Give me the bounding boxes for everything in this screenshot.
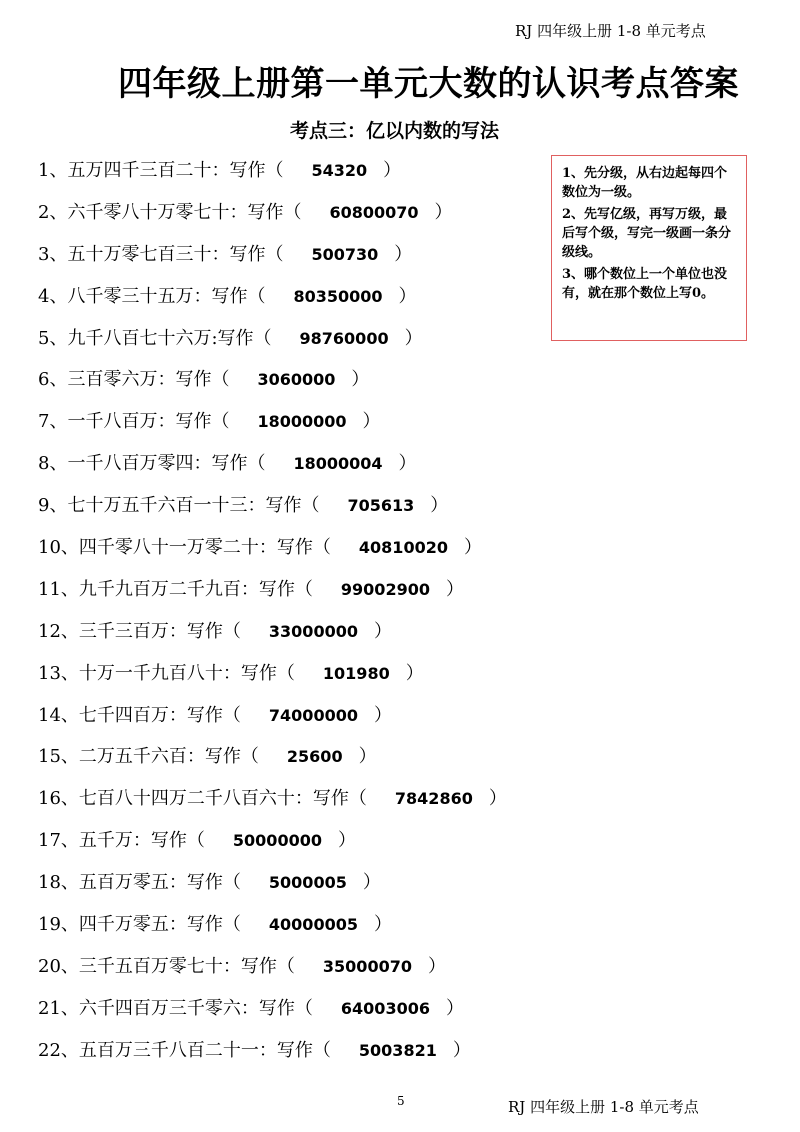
question-text: 8、一千八百万零四：写作（ [38, 453, 266, 475]
answer-value: 3060000 [257, 370, 336, 390]
list-item [38, 1032, 507, 1074]
question-text: 3、五十万零七百三十：写作（ [38, 243, 284, 265]
answer-value: 25600 [286, 747, 343, 767]
answer-value: 18000004 [293, 454, 383, 474]
answer-value: 98760000 [299, 328, 389, 348]
closing-paren: ） [463, 537, 482, 559]
section-subtitle: 考点三：亿以内数的写法 [290, 120, 500, 142]
list-item [38, 906, 507, 948]
question-text: 4、八千零三十五万：写作（ [38, 285, 266, 307]
question-text: 7、一千八百万：写作（ [38, 411, 230, 433]
closing-paren: ） [383, 160, 402, 181]
answer-value: 80350000 [293, 286, 383, 306]
list-item [38, 613, 507, 655]
answer-value: 74000000 [268, 705, 358, 725]
answer-value: 5000005 [268, 873, 347, 893]
question-text: 18、五百万零五：写作（ [38, 872, 241, 894]
answer-value: 33000000 [268, 621, 358, 641]
list-item [38, 487, 507, 529]
question-text: 19、四千万零五：写作（ [38, 914, 241, 936]
list-item [38, 948, 507, 990]
list-item [38, 152, 507, 194]
tip-text: 2、先写亿级，再写万级，最后写个级，写完一级画一条分级线。 [562, 207, 732, 260]
list-item [38, 697, 507, 739]
closing-paren: ） [398, 285, 417, 307]
closing-paren: ） [445, 578, 464, 600]
closing-paren: ） [373, 704, 392, 726]
answer-value: 500730 [311, 244, 379, 264]
list-item [38, 822, 507, 864]
list-item [38, 403, 507, 445]
question-text: 11、九千九百万二千九百：写作（ [38, 578, 313, 600]
question-text: 5、九千八百七十六万:写作（ [38, 327, 272, 349]
question-text: 10、四千零八十一万零二十：写作（ [38, 537, 331, 559]
list-item [38, 864, 507, 906]
answer-value: 705613 [347, 496, 415, 516]
question-text: 21、六千四百万三千零六：写作（ [38, 997, 313, 1019]
question-text: 1、五万四千三百二十：写作（ [38, 160, 284, 181]
closing-paren: ） [405, 662, 424, 684]
list-item [38, 990, 507, 1032]
question-text: 12、三千三百万：写作（ [38, 620, 241, 642]
list-item [38, 194, 507, 236]
page-title: 四年级上册第一单元大数的认识考点答案 [118, 64, 739, 104]
answer-value: 60800070 [329, 202, 419, 222]
answer-value: 101980 [322, 663, 390, 683]
question-text: 13、十万一千九百八十：写作（ [38, 662, 295, 684]
question-text: 6、三百零六万：写作（ [38, 369, 230, 391]
answer-value: 50000000 [232, 831, 322, 851]
tip-text: 3、哪个数位上一个单位也没有，就在那个数位上写0。 [562, 267, 728, 301]
page-number: 5 [397, 1094, 405, 1108]
question-text: 16、七百八十四万二千八百六十：写作（ [38, 788, 367, 810]
list-item [38, 655, 507, 697]
closing-paren: ） [358, 746, 377, 768]
closing-paren: ） [373, 620, 392, 642]
answer-value: 40810020 [358, 538, 448, 558]
tip-text: 1、先分级，从右边起每四个数位为一级。 [562, 166, 728, 200]
list-item [38, 278, 507, 320]
closing-paren: ） [373, 914, 392, 936]
list-item [38, 361, 507, 403]
closing-paren: ） [337, 830, 356, 852]
question-text: 20、三千五百万零七十：写作（ [38, 955, 295, 977]
question-text: 17、五千万：写作（ [38, 830, 205, 852]
closing-paren: ） [394, 243, 413, 265]
list-item [38, 320, 507, 362]
closing-paren: ） [351, 369, 370, 391]
closing-paren: ） [488, 788, 507, 810]
header-label: RJ 四年级上册 1-8 单元考点 [515, 22, 706, 40]
question-text: 15、二万五千六百：写作（ [38, 746, 259, 768]
closing-paren: ） [434, 201, 453, 223]
tips-box [551, 155, 747, 341]
closing-paren: ） [445, 997, 464, 1019]
question-text: 2、六千零八十万零七十：写作（ [38, 201, 302, 223]
answer-value: 7842860 [394, 789, 473, 809]
answer-value: 54320 [311, 161, 368, 180]
closing-paren: ） [427, 955, 446, 977]
footer-label: RJ 四年级上册 1-8 单元考点 [508, 1098, 699, 1116]
closing-paren: ） [452, 1039, 471, 1061]
answer-value: 40000005 [268, 915, 358, 935]
question-text: 22、五百万三千八百二十一：写作（ [38, 1039, 331, 1061]
answer-value: 5003821 [358, 1040, 437, 1060]
closing-paren: ） [404, 327, 423, 349]
answer-value: 35000070 [322, 956, 412, 976]
closing-paren: ） [362, 411, 381, 433]
list-item [38, 445, 507, 487]
answer-value: 99002900 [340, 579, 430, 599]
closing-paren: ） [430, 495, 449, 517]
list-item [38, 571, 507, 613]
list-item [38, 236, 507, 278]
list-item [38, 780, 507, 822]
list-item [38, 529, 507, 571]
answer-value: 64003006 [340, 998, 430, 1018]
question-text: 9、七十万五千六百一十三：写作（ [38, 495, 320, 517]
exercise-list [38, 152, 507, 1074]
closing-paren: ） [362, 872, 381, 894]
closing-paren: ） [398, 453, 417, 475]
answer-value: 18000000 [257, 412, 347, 432]
list-item [38, 738, 507, 780]
question-text: 14、七千四百万：写作（ [38, 704, 241, 726]
